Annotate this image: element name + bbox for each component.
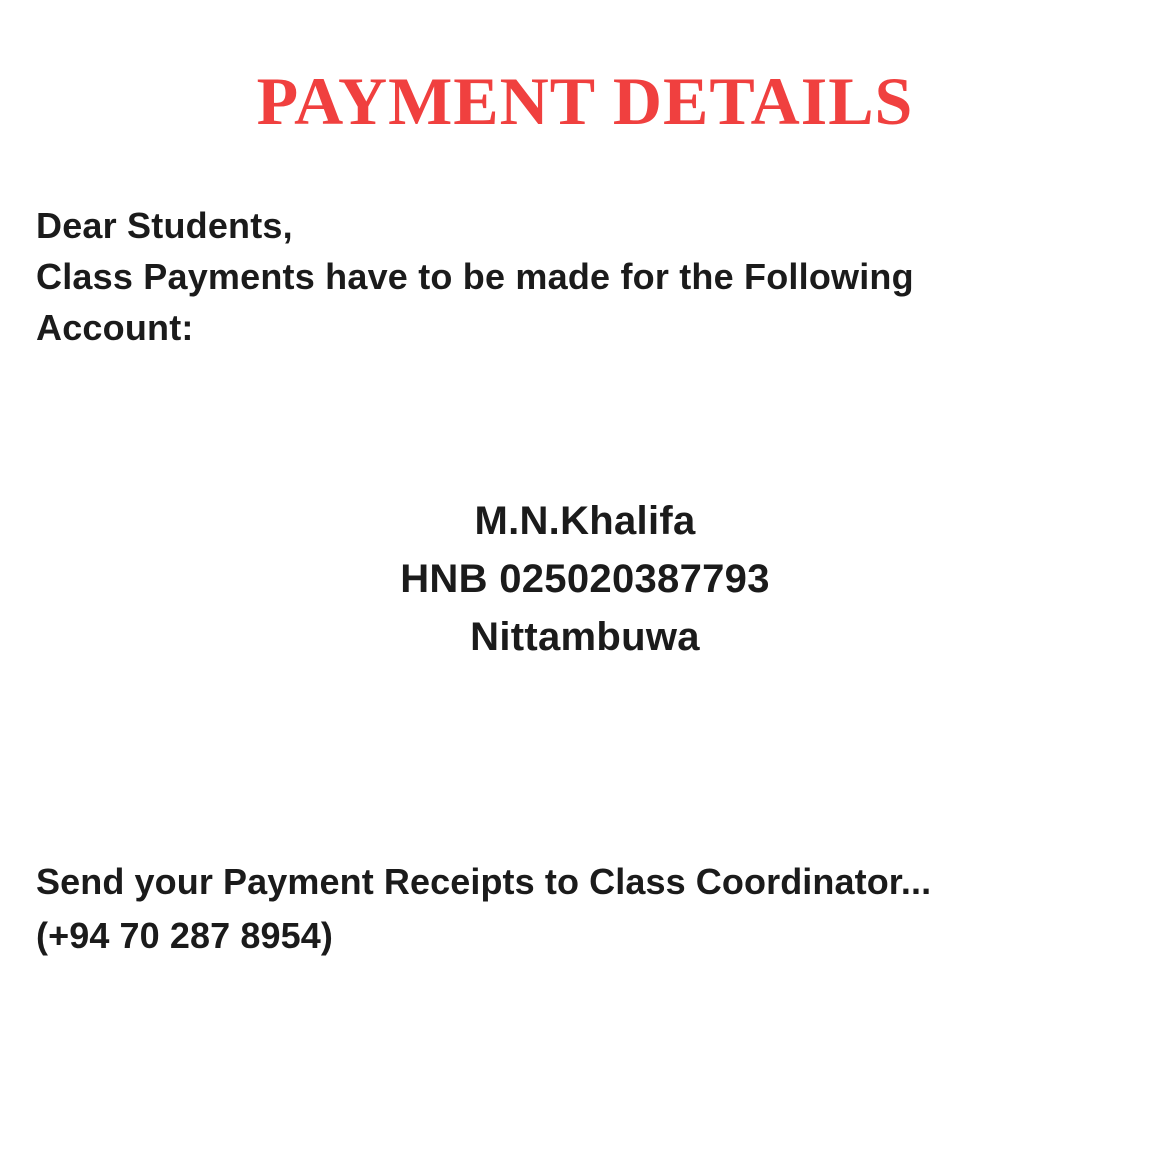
intro-line-3: Account: xyxy=(36,307,194,349)
footer-line-1: Send your Payment Receipts to Class Coordinator... xyxy=(36,861,932,902)
intro-line-2: Class Payments have to be made for the Following xyxy=(36,256,914,298)
intro-line-1: Dear Students, xyxy=(36,205,293,246)
account-bank-and-number: HNB 025020387793 xyxy=(400,557,770,601)
footer-instructions xyxy=(36,855,1136,963)
page-title: PAYMENT DETAILS xyxy=(256,63,914,139)
account-branch: Nittambuwa xyxy=(470,615,700,659)
footer-contact-number: (+94 70 287 8954) xyxy=(36,915,333,956)
account-holder-name: M.N.Khalifa xyxy=(474,499,696,543)
account-details xyxy=(0,492,1170,666)
intro-paragraph xyxy=(36,200,1066,353)
